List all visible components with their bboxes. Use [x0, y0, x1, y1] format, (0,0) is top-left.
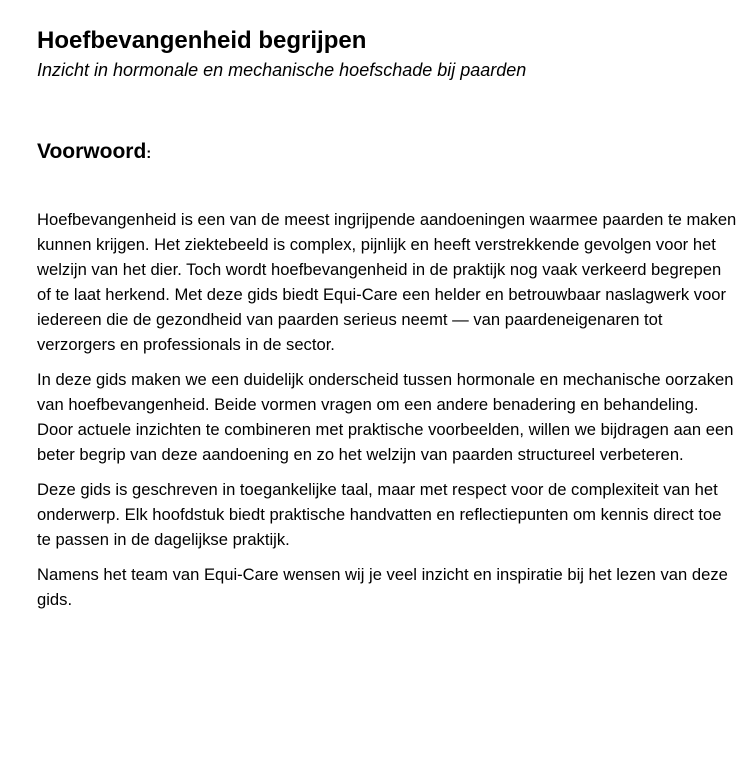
section-heading-text: Voorwoord: [37, 140, 147, 163]
section-heading-colon: :: [146, 145, 152, 162]
section-body: [37, 207, 737, 612]
paragraph-4: Namens het team van Equi-Care wensen wij je veel inzicht en inspiratie bij het lezen van deze gids.: [37, 565, 728, 609]
paragraph-2: In deze gids maken we een duidelijk onderscheid tussen hormonale en mechanische oorzaken van hoefbevangenheid. Beide vormen vragen om een andere benadering en behandeling. Door actuele inzichten te combineren met praktische voorbeelden, willen we bijdragen aan een beter begrip van deze aandoening en zo het welzijn van paarden structureel verbeteren.: [37, 370, 734, 464]
paragraph-3: Deze gids is geschreven in toegankelijke taal, maar met respect voor de complexiteit van het onderwerp. Elk hoofdstuk biedt praktische handvatten en reflectiepunten om kennis direct toe te passen in de dagelijkse praktijk.: [37, 480, 722, 549]
document-subtitle: Inzicht in hormonale en mechanische hoefschade bij paarden: [37, 60, 527, 80]
document-title: Hoefbevangenheid begrijpen: [37, 27, 367, 54]
section-heading: [37, 138, 737, 168]
paragraph-1: Hoefbevangenheid is een van de meest ingrijpende aandoeningen waarmee paarden te maken kunnen krijgen. Het ziektebeeld is complex, pijnlijk en heeft verstrekkende gevolgen voor het welzijn van het dier. Toch wordt hoefbevangenheid in de praktijk nog vaak verkeerd begrepen of te laat herkend. Met deze gids biedt Equi-Care een helder en betrouwbaar naslagwerk voor iedereen die de gezondheid van paarden serieus neemt — van paardeneigenaren tot verzorgers en professionals in de sector.: [37, 210, 737, 354]
